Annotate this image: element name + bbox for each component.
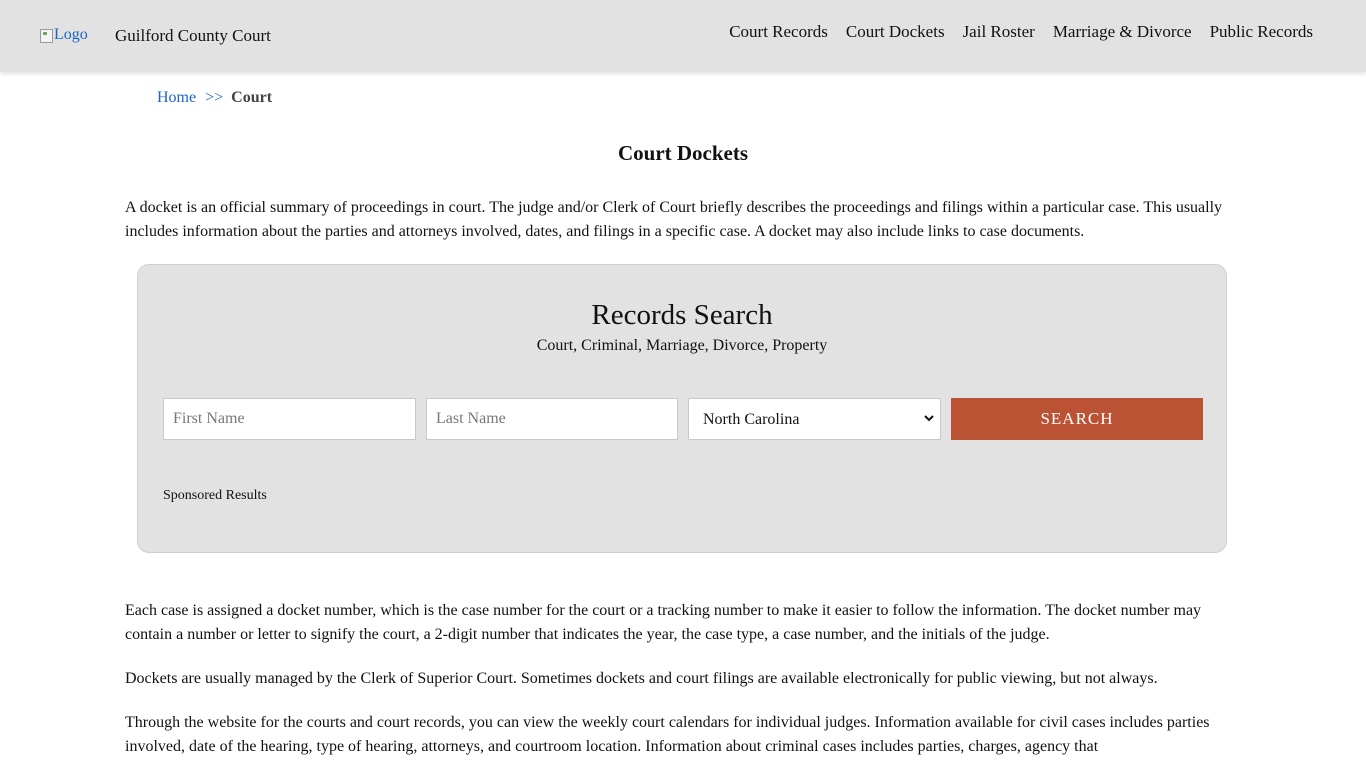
nav-public-records[interactable]: Public Records [1209, 22, 1313, 41]
breadcrumb-current: Court [231, 89, 273, 106]
nav-court-records[interactable]: Court Records [729, 22, 828, 41]
breadcrumb-separator: >> [205, 89, 224, 106]
breadcrumb-home[interactable]: Home [157, 89, 197, 106]
main-nav [711, 22, 1313, 42]
logo-link[interactable] [39, 26, 88, 44]
search-title: Records Search [591, 299, 773, 331]
clerk-paragraph: Dockets are usually managed by the Clerk of Superior Court. Sometimes dockets and court filings are available electronically for public viewing, but not always. [125, 670, 1158, 687]
first-name-input[interactable] [163, 398, 416, 440]
page-title: Court Dockets [617, 141, 749, 165]
logo-alt-text: Logo [54, 26, 88, 43]
intro-paragraph: A docket is an official summary of proceedings in court. The judge and/or Clerk of Court briefly describes the proceedings and filings within a particular case. This usually includes information about the parties and attorneys involved, dates, and filings in a specific case. A docket may also include links to case documents. [125, 199, 1223, 240]
search-subtitle: Court, Criminal, Marriage, Divorce, Property [536, 337, 828, 354]
nav-jail-roster[interactable]: Jail Roster [962, 22, 1035, 41]
breadcrumb [157, 89, 272, 107]
chevron-down-icon [922, 410, 936, 426]
state-select-value: North Carolina [703, 411, 800, 428]
court-calendars-paragraph: Through the website for the courts and court records, you can view the weekly court calendars for individual judges. Information available for civil cases includes parties involved, date of the hearing, type of hearing, attorneys, and courtroom location. Information about criminal cases includes parties, charges, agency that [125, 714, 1210, 755]
site-header [0, 0, 1366, 72]
sponsored-results-label: Sponsored Results [163, 488, 267, 503]
site-title[interactable]: Guilford County Court [115, 26, 271, 45]
nav-court-dockets[interactable]: Court Dockets [845, 22, 945, 41]
nav-marriage-divorce[interactable]: Marriage & Divorce [1052, 22, 1192, 41]
records-search-panel [137, 264, 1227, 553]
docket-number-paragraph: Each case is assigned a docket number, which is the case number for the court or a tracking number to make it easier to follow the information. The docket number may contain a number or letter to signify the court, a 2-digit number that indicates the year, the case type, a case number, and the initials of the judge. [125, 602, 1202, 643]
last-name-input[interactable] [426, 398, 678, 440]
broken-image-icon [39, 27, 53, 43]
search-button[interactable]: SEARCH [951, 398, 1203, 440]
state-select[interactable] [688, 398, 941, 440]
